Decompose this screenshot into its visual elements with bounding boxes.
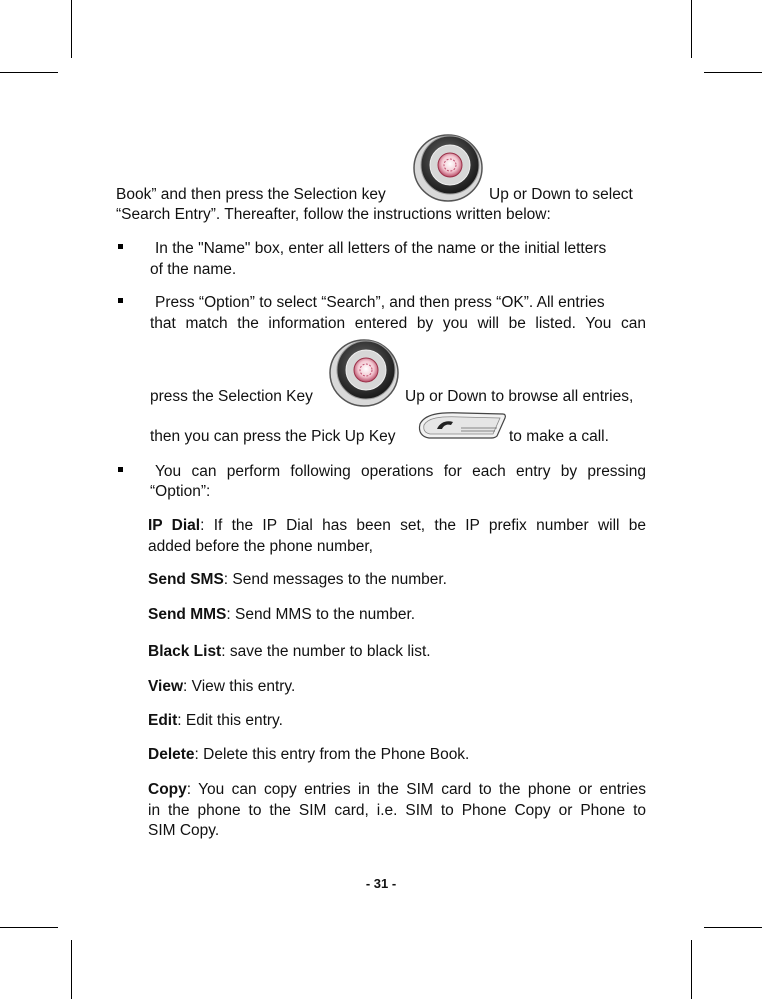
option-name: Edit <box>148 712 178 729</box>
bullet-1-line2: of the name. <box>150 261 237 278</box>
option-name: Send MMS <box>148 606 227 623</box>
bullet-3-line1: You can perform following operations for each entry by pressing <box>155 463 646 480</box>
option-desc: : Send MMS to the number. <box>226 606 416 623</box>
option-view <box>148 677 295 697</box>
option-desc: : Delete this entry from the Phone Book. <box>194 746 470 763</box>
option-delete <box>148 745 469 765</box>
option-desc: : If the IP Dial has been set, the IP prefix number will be <box>200 517 646 534</box>
selection-key-icon <box>326 333 402 409</box>
option-ip-dial <box>148 516 646 536</box>
bullet-2-line4b: to make a call. <box>509 428 609 445</box>
option-ip-dial-line2: added before the phone number, <box>148 538 373 555</box>
option-name: View <box>148 678 184 695</box>
option-name: Send SMS <box>148 571 224 588</box>
option-edit <box>148 711 283 731</box>
option-send-sms <box>148 570 447 590</box>
option-name: Delete <box>148 746 195 763</box>
page-number: - 31 - <box>365 876 397 891</box>
bullet-1-line1: In the "Name" box, enter all letters of the name or the initial letters <box>155 240 607 257</box>
intro-text-part1: Book” and then press the Selection key <box>116 186 386 203</box>
option-copy-line3: SIM Copy. <box>148 822 220 839</box>
option-desc: : View this entry. <box>183 678 296 695</box>
bullet-3-line2: “Option”: <box>150 483 211 500</box>
option-name: Copy <box>148 781 187 798</box>
bullet-marker <box>118 298 123 303</box>
intro-text-part2: Up or Down to select <box>489 186 633 203</box>
option-black-list <box>148 642 431 662</box>
bullet-2-line3a: press the Selection Key <box>150 388 313 405</box>
option-copy <box>148 780 646 800</box>
bullet-marker <box>118 467 123 472</box>
option-copy-line2: in the phone to the SIM card, i.e. SIM to Phone Copy or Phone to <box>148 802 646 819</box>
option-name: Black List <box>148 643 222 660</box>
selection-key-icon <box>410 128 486 204</box>
bullet-2-line1: Press “Option” to select “Search”, and then press “OK”. All entries <box>155 294 605 311</box>
pick-up-key-icon <box>417 410 507 440</box>
option-name: IP Dial <box>148 517 201 534</box>
option-desc: : save the number to black list. <box>221 643 431 660</box>
bullet-2-line2: that match the information entered by you will be listed. You can <box>150 315 646 332</box>
option-send-mms <box>148 605 415 625</box>
bullet-2-line4a: then you can press the Pick Up Key <box>150 428 396 445</box>
option-desc: : You can copy entries in the SIM card to the phone or entries <box>186 781 646 798</box>
option-desc: : Edit this entry. <box>177 712 283 729</box>
option-desc: : Send messages to the number. <box>223 571 447 588</box>
bullet-2-line3b: Up or Down to browse all entries, <box>405 388 634 405</box>
intro-text-line2: “Search Entry”. Thereafter, follow the instructions written below: <box>116 206 551 223</box>
bullet-marker <box>118 244 123 249</box>
